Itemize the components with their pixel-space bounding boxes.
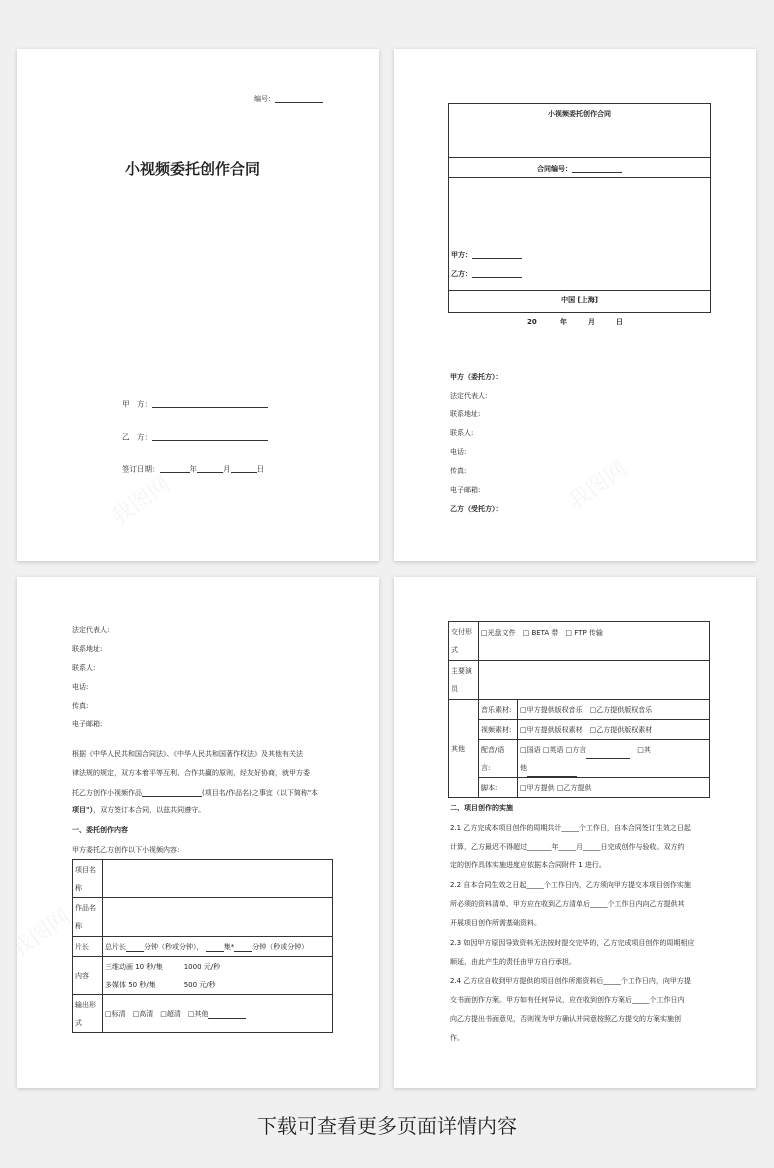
section2-title: 二、项目创作的实施 [450,804,513,812]
field-legal-rep: 法定代表人: [450,392,488,400]
other-blank [527,768,577,777]
table-row [449,720,710,740]
table-label: 其他 [449,700,479,798]
table-cell-dub [518,740,710,778]
date-year: 年 [560,318,567,326]
body-line: 交书面创作方案。甲方如有任何异议，应在收到创作方案后_____个工作日内 [450,996,685,1004]
date-day: 日 [616,318,623,326]
section1-intro: 甲方委托乙方创作以下小视频内容: [72,846,180,854]
field-phone: 电话: [72,683,89,691]
party-b-label: 乙方： [451,270,472,278]
body-line: 计算，乙方最迟不得超过_______年_____月_____日完成创作与验收。双方约 [450,843,685,851]
number-label: 编号： [254,95,275,103]
box-party-b [451,269,522,278]
dub-other: □其 [637,745,651,754]
blank-year [160,464,190,473]
duration-part: 集* [223,942,235,951]
table-row [73,898,333,937]
table-row [73,995,333,1033]
body-line: 作。 [450,1034,464,1042]
para1-line3-start: 托乙方创作小视频作品 [72,789,142,797]
table-cell-project-name[interactable] [103,860,333,898]
body-line: 开展项目创作所需基础资料。 [450,919,541,927]
project-name-blank [142,788,202,797]
body-line: 2.2 自本合同生效之日起_____个工作日内，乙方须向甲方提交本项目创作实施 [450,881,691,889]
footer-caption: 下载可查看更多页面详情内容 [257,1114,517,1138]
number-blank [275,94,323,103]
label-part: 输出形 [75,1000,96,1009]
box-title: 小视频委托创作合同 [548,110,611,118]
date-20: 20 [527,318,537,326]
table-label [73,898,103,937]
party-b-blank [472,269,522,278]
label-part: 式 [75,1018,82,1027]
field-phone: 电话: [450,448,467,456]
table-label [73,860,103,898]
sign-date-line [122,464,264,473]
box-party-a [451,250,522,259]
table-cell-script: □甲方提供 □乙方提供 [518,778,710,798]
month-label: 月 [223,464,231,474]
content-line: 三维动画 10 秒/集 1000 元/秒 [105,962,221,971]
table-row [449,661,710,700]
table-row [449,700,710,720]
party-a-line [122,399,268,408]
field-contact: 联系人: [72,664,96,672]
field-address: 联系地址: [450,410,481,418]
section1-title: 一、委托创作内容 [72,826,128,834]
party-b-line [122,432,268,441]
cover-box [448,103,711,313]
episodes-blank [206,943,224,952]
label-part: 交付形 [451,628,472,636]
table-label [449,622,479,661]
page-content-1 [17,577,379,1088]
body-line: 2.1 乙方完成本项目创作的周期共计_____个工作日，自本合同签订生效之日起 [450,824,691,832]
field-fax: 传真: [72,702,89,710]
contract-no-label: 合同编号： [537,165,572,173]
body-line: 2.4 乙方应自收到甲方提供的项目创作所需资料后_____个工作日内，向甲方提 [450,977,691,985]
label-part: 配音/语 [481,745,505,754]
table-row [73,937,333,957]
label-part: 作品名 [75,904,96,912]
table-label: 内容 [73,957,103,995]
watermark [104,468,176,531]
table-cell-actors[interactable] [479,661,710,700]
other-blank [208,1010,246,1019]
para1-line1: 根据《中华人民共和国合同法》、《中华人民共和国著作权法》及其他有关法 [72,750,303,758]
label-part: 称 [75,922,82,930]
page-content-2 [394,577,756,1088]
blank-month [197,464,223,473]
episode-length-blank [234,943,252,952]
contract-no-line [537,164,622,173]
label-part: 主要演 [451,667,472,675]
content-line: 多媒体 50 秒/集 500 元/秒 [105,980,216,989]
field-email: 电子邮箱: [450,486,481,494]
page-cover [17,49,379,561]
body-line: 顺延，由此产生的责任由甲方自行承担。 [450,958,576,966]
sign-date-label: 签订日期： [122,464,160,474]
divider [449,157,710,158]
place: 中国 [上海] [561,296,598,304]
para1-line4 [72,807,205,814]
dub-other-cont: 他 [520,763,527,772]
blank-day [231,464,257,473]
table-cell-music: □甲方提供版权音乐 □乙方提供版权音乐 [518,700,710,720]
table-label: 音乐素材: [479,700,518,720]
table-cell-content [103,957,333,995]
table-row [73,957,333,995]
date-month: 月 [588,318,595,326]
table-label [479,740,518,778]
contract-no-blank [572,164,622,173]
table-label: 视频素材: [479,720,518,740]
cover-title: 小视频委托创作合同 [125,160,261,178]
delivery-table [448,621,710,798]
table-row [73,860,333,898]
page-info [394,49,756,561]
field-contact: 联系人: [450,429,474,437]
party-a-label: 甲 方： [122,399,152,409]
output-options: □标清 □高清 □超清 □其他 [105,1009,209,1018]
duration-part: 分钟（秒或分钟） [252,942,309,951]
field-address: 联系地址: [72,645,103,653]
table-cell-video: □甲方提供版权素材 □乙方提供版权素材 [518,720,710,740]
table-cell-delivery: □光盘文件 □ BETA 带 □ FTP 传输 [479,622,710,661]
year-label: 年 [189,464,197,474]
day-label: 日 [256,464,264,474]
table-label [449,661,479,700]
duration-blank [126,943,144,952]
party-b-section: 乙方（受托方）： [450,505,503,513]
party-a-blank [472,250,522,259]
para1-line3-end: (项目名/作品名)之事宜（以下简称"本 [202,789,319,797]
duration-part: 分钟（秒或分钟）， [144,942,204,951]
table-row [449,740,710,778]
label-part: 项目名 [75,865,96,874]
party-a-blank [152,399,268,408]
label-part: 言: [481,763,491,772]
label-part: 员 [451,685,458,693]
watermark [17,901,76,964]
body-line: 所必须的资料清单，甲方应在收到乙方清单后_____个工作日内向乙方提供其 [450,900,685,908]
duration-part: 总片长 [105,942,126,951]
table-row [449,778,710,798]
contract-number-line [254,94,323,103]
para1-line4-end: ，双方签订本合同，以兹共同遵守。 [93,806,206,814]
para1-line3 [72,788,318,797]
divider [449,177,710,178]
party-a-label: 甲方： [451,251,472,259]
dialect-blank [586,750,630,759]
para1-line4-start: 项目"） [72,806,94,814]
table-cell-output [103,995,333,1033]
table-row [449,622,710,661]
field-fax: 传真: [450,467,467,475]
party-a-section: 甲方（委托方）： [450,373,503,381]
party-b-blank [152,432,268,441]
table-label: 脚本: [479,778,518,798]
body-line: 向乙方提出书面意见，否则视为甲方确认并同意按照乙方提交的方案实施创 [450,1015,681,1023]
label-part: 式 [451,646,458,654]
label-part: 称 [75,883,82,892]
field-email: 电子邮箱: [72,720,103,728]
body-line: 定的创作具体实施进度应依据本合同附件 1 进行。 [450,861,606,869]
para1-line2: 律法规的规定，双方本着平等互利、合作共赢的原则，经友好协商，就甲方委 [72,769,310,777]
content-table [72,859,333,1033]
table-label: 片长 [73,937,103,957]
watermark [561,453,633,516]
divider [449,290,710,291]
table-cell-work-name[interactable] [103,898,333,937]
dub-options: □国语 □英语 □方言 [520,745,587,754]
field-legal-rep: 法定代表人: [72,626,110,634]
party-b-label: 乙 方： [122,432,152,442]
table-cell-duration [103,937,333,957]
table-label [73,995,103,1033]
body-line: 2.3 如因甲方原因导致资料无法按时提交完毕的，乙方完成项目创作的周期相应 [450,939,695,947]
